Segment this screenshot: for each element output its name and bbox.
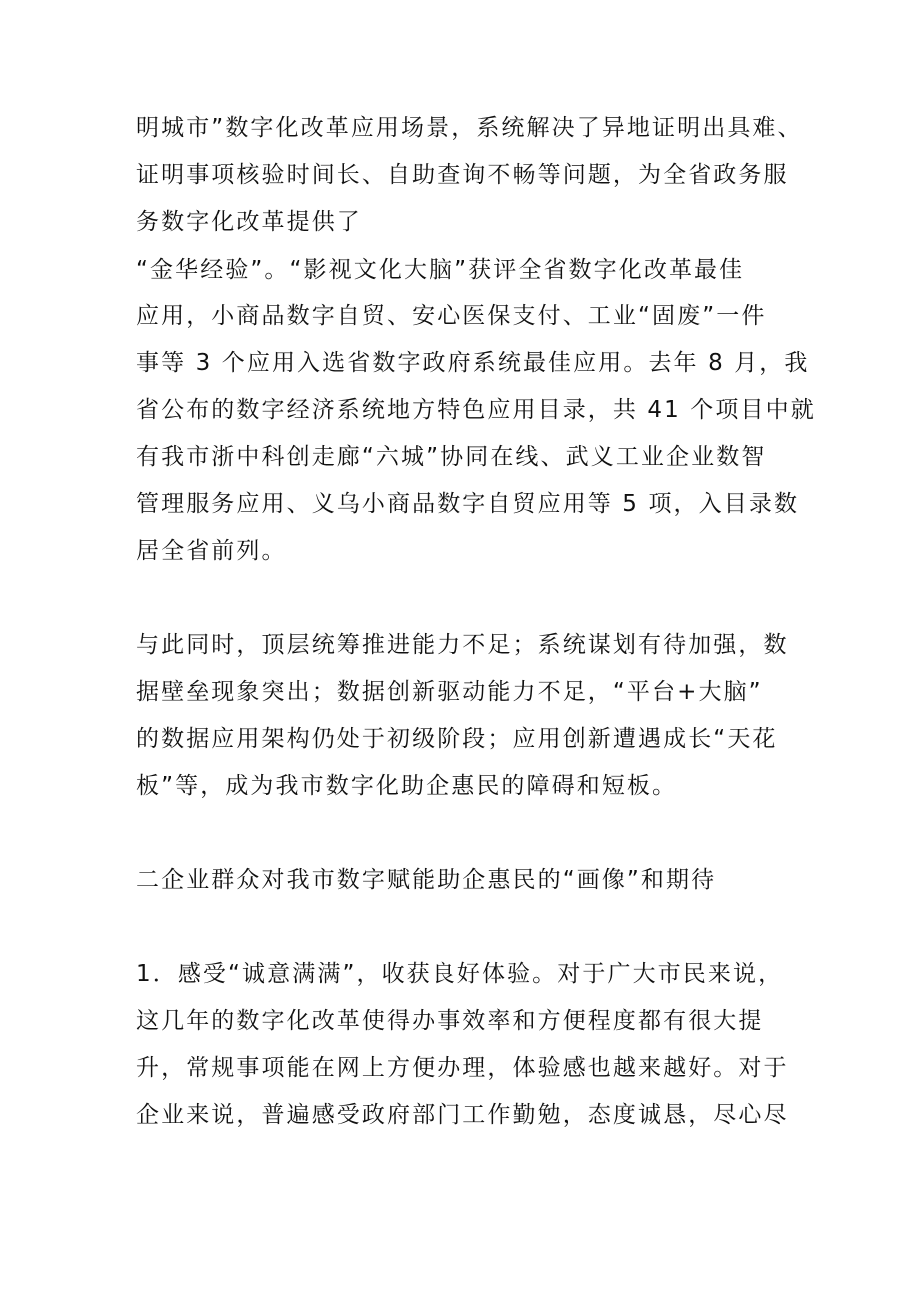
paragraph-1-line-3: 务数字化改革提供了 xyxy=(136,209,362,235)
paragraph-3-line-1: 1．感受“诚意满满”，收获良好体验。对于广大市民来说， xyxy=(136,961,784,987)
paragraph-3-line-3: 升，常规事项能在网上方便办理，体验感也越来越好。对于 xyxy=(136,1055,789,1081)
paragraph-1-line-5: 应用，小商品数字自贸、安心医保支付、工业“固废”一件 xyxy=(136,303,767,329)
paragraph-1-line-6: 事等 3 个应用入选省数字政府系统最佳应用。去年 8 月，我 xyxy=(136,350,810,376)
paragraph-2-line-1: 与此同时，顶层统筹推进能力不足；系统谋划有待加强，数 xyxy=(136,632,789,658)
section-heading: 二企业群众对我市数字赋能助企惠民的“画像”和期待 xyxy=(136,867,717,893)
paragraph-2-line-2: 据壁垒现象突出；数据创新驱动能力不足，“平台+大脑” xyxy=(136,679,763,705)
paragraph-1-line-10: 居全省前列。 xyxy=(136,538,287,564)
paragraph-2-line-3: 的数据应用架构仍处于初级阶段；应用创新遭遇成长“天花 xyxy=(136,726,778,752)
paragraph-1-line-9: 管理服务应用、义乌小商品数字自贸应用等 5 项，入目录数 xyxy=(136,491,800,517)
paragraph-1-line-2: 证明事项核验时间长、自助查询不畅等问题，为全省政务服 xyxy=(136,162,789,188)
paragraph-3-line-4: 企业来说，普遍感受政府部门工作勤勉，态度诚恳，尽心尽 xyxy=(136,1102,789,1128)
paragraph-1-line-4: “金华经验”。“影视文化大脑”获评全省数字化改革最佳 xyxy=(136,257,745,283)
paragraph-2-line-4: 板”等，成为我市数字化助企惠民的障碍和短板。 xyxy=(136,773,678,799)
paragraph-1-line-7: 省公布的数字经济系统地方特色应用目录，共 41 个项目中就 xyxy=(136,397,816,423)
paragraph-1-line-1: 明城市”数字化改革应用场景，系统解决了异地证明出具难、 xyxy=(136,115,803,141)
paragraph-1-line-8: 有我市浙中科创走廊“六城”协同在线、武义工业企业数智 xyxy=(136,444,767,470)
paragraph-3-line-2: 这几年的数字化改革使得办事效率和方便程度都有很大提 xyxy=(136,1008,764,1034)
